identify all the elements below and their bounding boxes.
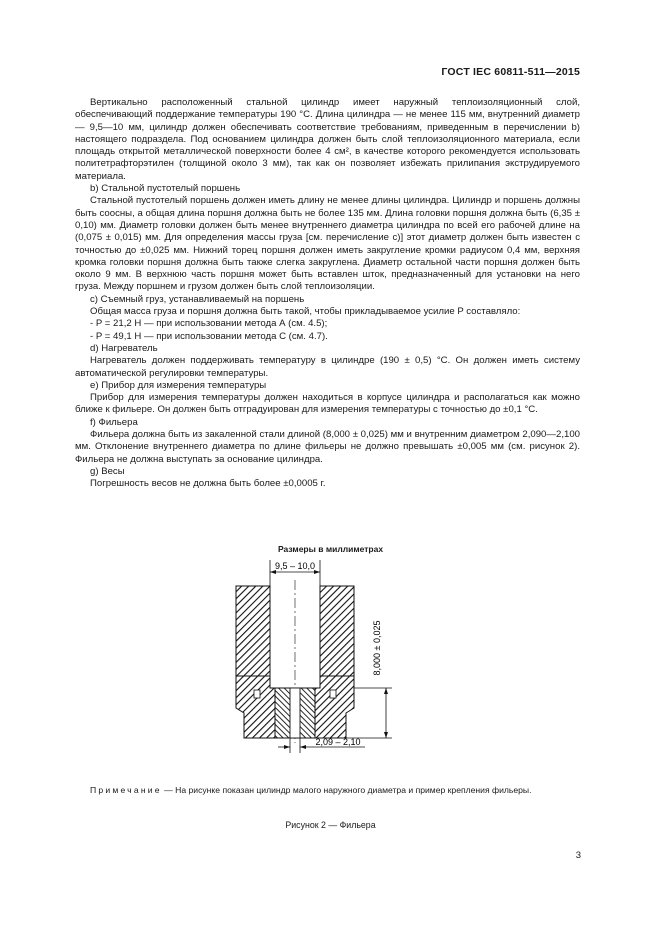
body-text xyxy=(75,97,580,491)
list-item: e) Прибор для измерения температуры xyxy=(90,379,267,391)
list-item: - P = 49,1 H — при использовании метода С (см. 4.7). xyxy=(90,330,328,342)
list-item: g) Весы xyxy=(90,465,125,477)
dim-bottom-label: 2,09 – 2,10 xyxy=(315,737,361,747)
list-item: b) Стальной пустотелый поршень xyxy=(90,183,241,195)
figure-units-label: Размеры в миллиметрах xyxy=(278,544,384,554)
dim-top-label: 9,5 – 10,0 xyxy=(274,561,316,571)
die-hole xyxy=(290,688,300,738)
cylinder-wall-left xyxy=(236,586,270,676)
paragraph: Фильера должна быть из закаленной стали длиной (8,000 ± 0,025) мм и внутренним диаметром 2,090—2,100 мм. Отклонение внутреннего диаметра по длине фильеры не должно превышать ±0,005 мм (см. рисунок 2). Фильера не должна выступать за основание цилиндра. xyxy=(75,429,580,465)
list-item: Общая масса груза и поршня должна быть такой, чтобы прикладываемое усилие P составляло: xyxy=(90,306,521,318)
paragraph: Стальной пустотелый поршень должен иметь длину не менее длины цилиндра. Цилиндр и поршень должны быть соосны, а общая длина поршня должна быть не более 135 мм. Длина головки поршня должна быть (6,35 ± 0,10) мм. Диаметр головки должен быть менее внутреннего диаметра цилиндра по всей его рабочей длине на (0,075 ± 0,015) мм. Для определения массы груза [см. перечисление с)] этот диаметр должен быть известен с точностью до ±0,025 мм. Нижний торец поршня должен иметь закругление кромки радиусом 0,4 мм, верхняя кромка головки поршня должна быть также слегка закруглена. Диаметр остальной части поршня должен быть около 9 мм. В верхнюю часть поршня может быть вставлен шток, предназначенный для установки на него груза. Между поршнем и грузом должен быть слой теплоизоляции. xyxy=(75,195,580,293)
list-item: f) Фильера xyxy=(90,416,138,428)
note-label: Примечание xyxy=(90,785,162,795)
dim-right-label: 8,000 ± 0,025 xyxy=(372,620,382,676)
list-item: - P = 21,2 H — при использовании метода А (см. 4.5); xyxy=(90,318,328,330)
paragraph: Нагреватель должен поддерживать температуру в цилиндре (190 ± 0,5) °С. Он должен иметь систему автоматической регулировки температуры. xyxy=(75,355,580,379)
cylinder-wall-right xyxy=(320,586,354,676)
die-drawing xyxy=(190,538,480,753)
note-text: — На рисунке показан цилиндр малого наружного диаметра и пример крепления фильеры. xyxy=(164,785,532,795)
document-header: ГОСТ IEC 60811-511—2015 xyxy=(441,66,580,78)
paragraph: Вертикально расположенный стальной цилиндр имеет наружный теплоизоляционный слой, обеспечивающий поддержание температуры 190 °С. Длина цилиндра — не менее 115 мм, внутренний диаметр — 9,5—10 мм, цилиндр должен обеспечивать соответствие требованиям, приведенным в перечислении b) настоящего подраздела. Под основанием цилиндра должен быть слой теплоизоляционного материала, если площадь открытой металлической поверхности более 4 см², в качестве которого рекомендуется использовать политетрафторэтилен (толщиной около 3 мм), так как он позволяет избежать прилипания экструдируемого материала. xyxy=(75,97,580,182)
figure-note xyxy=(75,783,580,797)
list-item: Погрешность весов не должна быть более ±0,0005 г. xyxy=(90,478,326,490)
paragraph: Прибор для измерения температуры должен находиться в корпусе цилиндра и располагаться как можно ближе к фильере. Он должен быть отградуирован для измерения температуры с точностью до ±0,1 °С. xyxy=(75,392,580,416)
page-number: 3 xyxy=(575,850,581,861)
figure-caption: Рисунок 2 — Фильера xyxy=(285,820,376,830)
list-item: c) Съемный груз, устанавливаемый на поршень xyxy=(90,293,305,305)
list-item: d) Нагреватель xyxy=(90,342,158,354)
